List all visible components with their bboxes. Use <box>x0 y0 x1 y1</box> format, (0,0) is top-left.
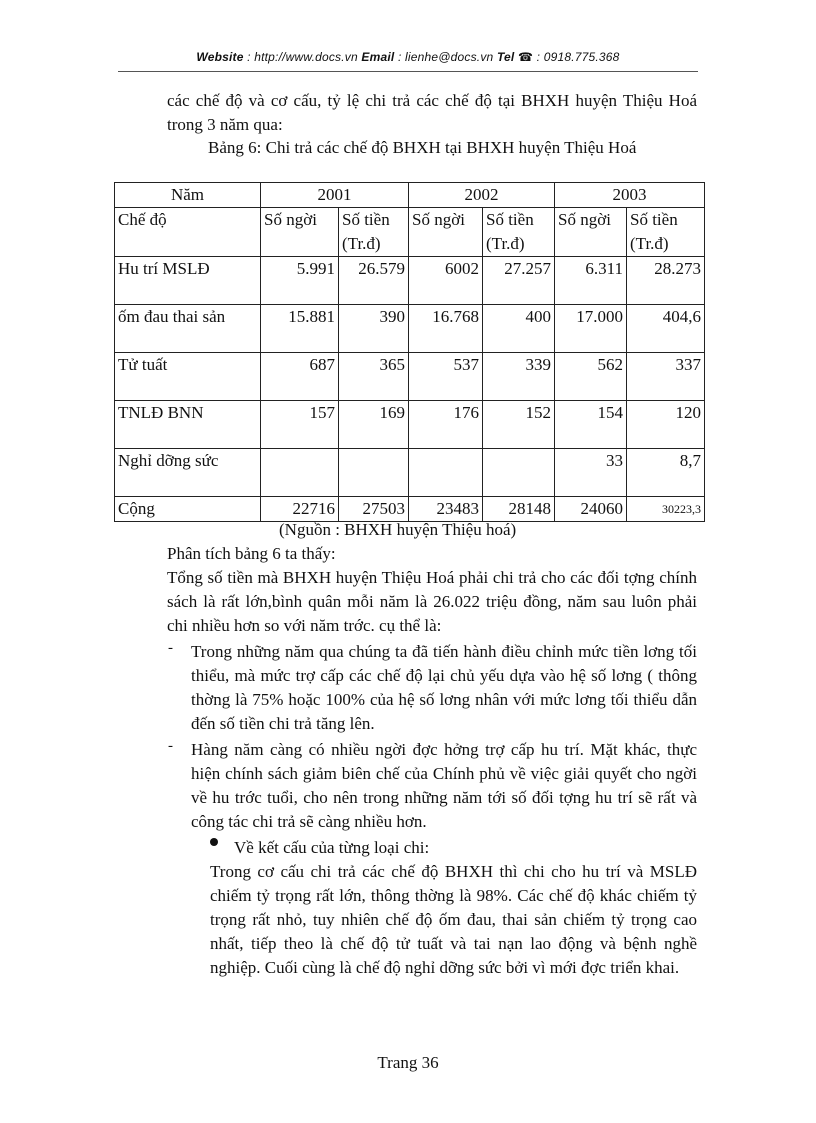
table-cell: 120 <box>627 401 705 449</box>
structure-paragraph: Trong cơ cấu chi trả các chế độ BHXH thì chi cho hu trí và MSLĐ chiếm tỷ trọng rất lớn, thông thờng là 98%. Các chế độ khác chiếm tỷ trọng rất nhỏ, tuy nhiên chế độ ốm đau, thai sản chiếm tỷ trọng cao nhất, tiếp theo là chế độ tử tuất và tai nạn lao động và bệnh nghề nghiệp. Cuối cùng là chế độ nghỉ dỡng sức bởi vì mới đợc triển khai. <box>210 862 697 977</box>
bullet-marker: - <box>168 738 173 754</box>
regime-header-label: Chế độ <box>115 208 261 257</box>
table-cell: 339 <box>483 353 555 401</box>
table-cell: 15.881 <box>261 305 339 353</box>
tel-label: Tel <box>496 50 515 64</box>
email-value: : lienhe@docs.vn <box>394 50 497 64</box>
table-cell: 562 <box>555 353 627 401</box>
header-rule <box>118 71 698 72</box>
total-label: Cộng <box>115 497 261 522</box>
year-2002: 2002 <box>409 183 555 208</box>
year-2001: 2001 <box>261 183 409 208</box>
payment-table <box>114 182 705 522</box>
table-cell: 152 <box>483 401 555 449</box>
table-row <box>115 257 705 305</box>
total-cell: 30223,3 <box>627 497 705 522</box>
money-header: Số tiền (Tr.đ) <box>627 208 705 257</box>
tel-value: : 0918.775.368 <box>533 50 620 64</box>
count-header: Số ngời <box>555 208 627 257</box>
money-header: Số tiền (Tr.đ) <box>483 208 555 257</box>
email-label: Email <box>361 50 395 64</box>
table-cell <box>483 449 555 497</box>
table-cell: 169 <box>339 401 409 449</box>
money-header: Số tiền (Tr.đ) <box>339 208 409 257</box>
table-cell: 337 <box>627 353 705 401</box>
table-cell: 154 <box>555 401 627 449</box>
structure-subtitle: Về kết cấu của từng loại chi: <box>234 838 430 857</box>
table-cell: 26.579 <box>339 257 409 305</box>
bullet-dot-icon <box>210 838 218 846</box>
table-year-row <box>115 183 705 208</box>
table-caption: Bảng 6: Chi trả các chế độ BHXH tại BHXH huyện Thiệu Hoá <box>208 138 637 157</box>
table-cell <box>261 449 339 497</box>
bullet-marker: - <box>168 640 173 656</box>
table-cell: 33 <box>555 449 627 497</box>
row-label: Hu trí MSLĐ <box>115 257 261 305</box>
table-source: (Nguồn : BHXH huyện Thiệu hoá) <box>279 520 517 539</box>
table-cell: 400 <box>483 305 555 353</box>
year-2003: 2003 <box>555 183 705 208</box>
table-cell: 6.311 <box>555 257 627 305</box>
count-header: Số ngời <box>409 208 483 257</box>
row-label: TNLĐ BNN <box>115 401 261 449</box>
table-subheader-row <box>115 208 705 257</box>
page-number: Trang 36 <box>377 1053 439 1072</box>
table-cell: 404,6 <box>627 305 705 353</box>
table-cell: 16.768 <box>409 305 483 353</box>
table-cell: 8,7 <box>627 449 705 497</box>
table-cell: 537 <box>409 353 483 401</box>
bullet-item-2: Hàng năm càng có nhiều ngời đợc hởng trợ cấp hu trí. Mặt khác, thực hiện chính sách giảm biên chế của Chính phủ về việc giải quyết cho ngời về hu trớc tuổi, cho nên trong những năm tới số đối tợng hu trí sẽ rất và công tác chi trả sẽ càng nhiều hơn. <box>191 740 697 831</box>
total-cell: 27503 <box>339 497 409 522</box>
table-cell: 27.257 <box>483 257 555 305</box>
table-cell <box>339 449 409 497</box>
table-row <box>115 305 705 353</box>
website-value: : http://www.docs.vn <box>243 50 362 64</box>
analysis-paragraph: Tổng số tiền mà BHXH huyện Thiệu Hoá phải chi trả cho các đối tợng chính sách là rất lớn,bình quân mỗi năm là 26.022 triệu đồng, năm sau luôn phải chi nhiều hơn so với năm trớc. cụ thể là: <box>167 568 697 635</box>
table-cell: 5.991 <box>261 257 339 305</box>
row-label: Tử tuất <box>115 353 261 401</box>
table-row <box>115 449 705 497</box>
count-header: Số ngời <box>261 208 339 257</box>
table-cell: 365 <box>339 353 409 401</box>
row-label: Nghỉ dỡng sức <box>115 449 261 497</box>
table-cell: 17.000 <box>555 305 627 353</box>
table-cell: 6002 <box>409 257 483 305</box>
table-row <box>115 401 705 449</box>
total-cell: 24060 <box>555 497 627 522</box>
table-cell: 176 <box>409 401 483 449</box>
table-cell: 157 <box>261 401 339 449</box>
table-row <box>115 353 705 401</box>
website-label: Website <box>196 50 244 64</box>
year-header-label: Năm <box>115 183 261 208</box>
analysis-title: Phân tích bảng 6 ta thấy: <box>167 544 336 563</box>
total-cell: 28148 <box>483 497 555 522</box>
table-cell: 28.273 <box>627 257 705 305</box>
table-cell <box>409 449 483 497</box>
row-label: ốm đau thai sản <box>115 305 261 353</box>
table-cell: 390 <box>339 305 409 353</box>
total-cell: 22716 <box>261 497 339 522</box>
table-cell: 687 <box>261 353 339 401</box>
total-cell: 23483 <box>409 497 483 522</box>
bullet-item-1: Trong những năm qua chúng ta đã tiến hành điều chỉnh mức tiền lơng tối thiểu, mà mức trợ cấp các chế độ lại chủ yếu dựa vào hệ số lơng ( thông thờng là 75% hoặc 100% của hệ số lơng nhân với mức lơng tối thiểu dẫn đến số tiền chi trả tăng lên. <box>191 642 697 733</box>
phone-icon: ☎ <box>517 50 534 64</box>
page-header <box>118 50 698 64</box>
intro-paragraph: các chế độ và cơ cấu, tỷ lệ chi trả các chế độ tại BHXH huyện Thiệu Hoá trong 3 năm qua: <box>167 91 697 134</box>
